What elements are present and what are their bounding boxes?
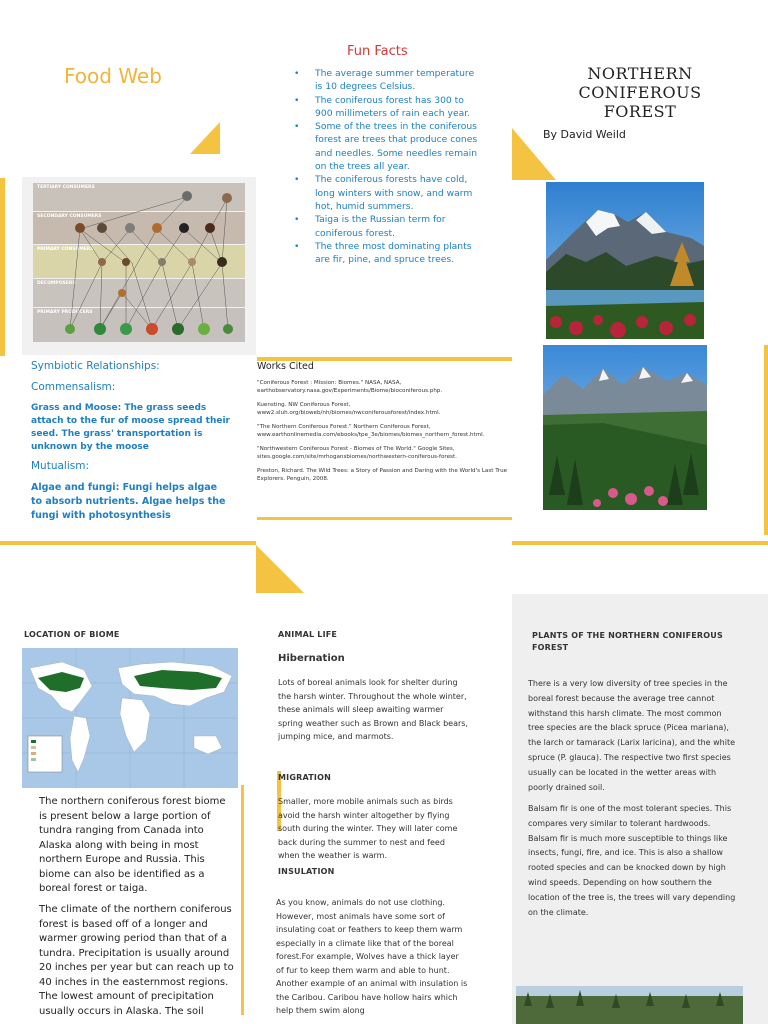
food-web-diagram — [22, 177, 256, 355]
author-byline: By David Weild — [543, 128, 626, 141]
symbiotic-title: Symbiotic Relationships: — [31, 360, 160, 372]
fact-item: • Some of the trees in the coniferous forest are trees that produce cones and needles. Some needles remain on the trees all year. — [294, 120, 484, 173]
fw-row-tertiary: TERTIARY CONSUMERS — [33, 183, 245, 211]
valley-forest-photo — [543, 345, 707, 510]
fact-item: • The coniferous forests have cold, long winters with snow, and warm hot, humid summers. — [294, 173, 484, 213]
location-para-2: The climate of the northern coniferous forest is based off of a longer and warmer growing period than that of a tundra. Precipitation is usually around 20 inches per year but can reach up to 40 inches in the easternmost regions. The lowest amount of precipitation usually occurs in Alaska. The soil — [39, 904, 234, 1017]
accent-line-vert-right — [764, 345, 768, 535]
citation-entry: Preston, Richard. The Wild Trees: a Story of Passion and Daring with the World's Last True Explorers. Penguin, 2008. — [257, 468, 508, 482]
commensalism-label: Commensalism: — [31, 381, 116, 393]
accent-line-mid-bottom — [257, 517, 512, 520]
fact-item: • Taiga is the Russian term for coniferous forest. — [294, 213, 484, 240]
hibernation-title: Hibernation — [278, 653, 345, 664]
citation-entry: "Northwestern Coniferous Forest - Biomes of The World." Google Sites, sites.google.com/site/mrhogansbiomes/northwestern-coniferous-forest. — [257, 446, 457, 460]
fun-facts-list — [294, 67, 484, 266]
citation-entry: Kuensting. NW Coniferous Forest, www2.sluh.org/bioweb/nh/biomes/nwconiferousforest/index.html. — [257, 402, 441, 416]
mutualism-label: Mutualism: — [31, 460, 89, 472]
fw-row-secondary: SECONDARY CONSUMERS — [33, 212, 245, 244]
mountain-lake-photo — [546, 182, 704, 339]
works-cited-list — [257, 379, 519, 489]
migration-title: MIGRATION — [278, 773, 331, 782]
migration-text: Smaller, more mobile animals such as birds avoid the harsh winter altogether by flying south during the winter. They will later come back during the summer to nest and feed when the weather is warm. — [278, 797, 458, 860]
fw-row-producers: PRIMARY PRODUCERS — [33, 308, 245, 342]
location-para-1: The northern coniferous forest biome is present below a large portion of tundra ranging from Canada into Alaska along with being in most northern Europe and Russia. This biome can also be identified as a boreal forest or taiga. — [39, 796, 226, 894]
accent-line-left — [0, 178, 5, 356]
accent-triangle-1 — [190, 122, 220, 154]
insulation-text: As you know, animals do not use clothing. However, most animals have some sort of insulating coat or feathers to keep them warm especially in a climate like that of the boreal forest.For example, Wolves have a thick layer of fur to keep them warm and able to hunt. Another example of an animal with insulation is the Caribou. Caribou have hollow hairs which help them swim along — [276, 898, 468, 1015]
insulation-title: INSULATION — [278, 867, 335, 876]
fact-item: • The average summer temperature is 10 degrees Celsius. — [294, 67, 484, 94]
fw-row-decomposers: DECOMPOSERS — [33, 279, 245, 307]
mutualism-text: Algae and fungi: Fungi helps algae to absorb nutrients. Algae helps the fungi with photosynthesis — [31, 482, 226, 521]
boreal-forest-photo — [516, 986, 743, 1024]
citation-entry: "Coniferous Forest : Mission: Biomes." NASA, NASA, earthobservatory.nasa.gov/Experiments/Biome/bioconiferous.php. — [257, 380, 443, 394]
animal-life-heading: ANIMAL LIFE — [278, 630, 338, 639]
hibernation-text: Lots of boreal animals look for shelter during the harsh winter. Throughout the whole winter, these animals will sleep awaiting warmer spring weather such as Brown and Black bears, jumping mice, and marmots. — [278, 678, 468, 741]
plants-para-1: There is a very low diversity of tree species in the boreal forest because the average tree cannot withstand this harsh climate. The most common tree species are the black spruce (Picea mariana), the larch or tamarack (Larix laricina), and the white spruce (P. glauca). The respective two first species usually can be located in the wetter areas with poorly drained soil. — [528, 679, 736, 792]
accent-line-left-bottom — [0, 541, 256, 545]
food-web-title: Food Web — [64, 64, 162, 88]
fact-item: • The three most dominating plants are fir, pine, and spruce trees. — [294, 240, 484, 267]
accent-line-vert-mid — [241, 785, 244, 1015]
fun-facts-title: Fun Facts — [347, 44, 408, 59]
biome-world-map — [22, 648, 238, 788]
page-title: NORTHERN CONIFEROUS FOREST — [578, 64, 702, 121]
plants-heading: PLANTS OF THE NORTHERN CONIFEROUS FOREST — [532, 631, 723, 652]
accent-line-right — [512, 541, 768, 545]
fw-row-primary: PRIMARY CONSUMERS — [33, 245, 245, 278]
commensalism-text: Grass and Moose: The grass seeds attach to the fur of moose spread their seed. The grass' transportation is unknown by the moose — [31, 403, 230, 452]
accent-triangle-3 — [256, 545, 304, 593]
fact-item: • The coniferous forest has 300 to 900 millimeters of rain each year. — [294, 94, 484, 121]
plants-para-2: Balsam fir is one of the most tolerant species. This compares very similar to tolerant hardwoods. Balsam fir is much more susceptible to things like insects, fungi, fire, and ice. This is also a shallow rooted species and can be knocked down by high wind speeds. Depending on how southern the location of the tree is, the trees will vary depending on the climate. — [528, 804, 736, 917]
food-web-network — [22, 177, 256, 355]
citation-entry: "The Northern Coniferous Forest." Northern Coniferous Forest, www.earthonlinemedia.com/ebooks/tpe_3e/biomes/biomes_northern_forest.html. — [257, 424, 485, 438]
location-heading: LOCATION OF BIOME — [24, 630, 120, 639]
works-cited-title: Works Cited — [257, 361, 314, 372]
